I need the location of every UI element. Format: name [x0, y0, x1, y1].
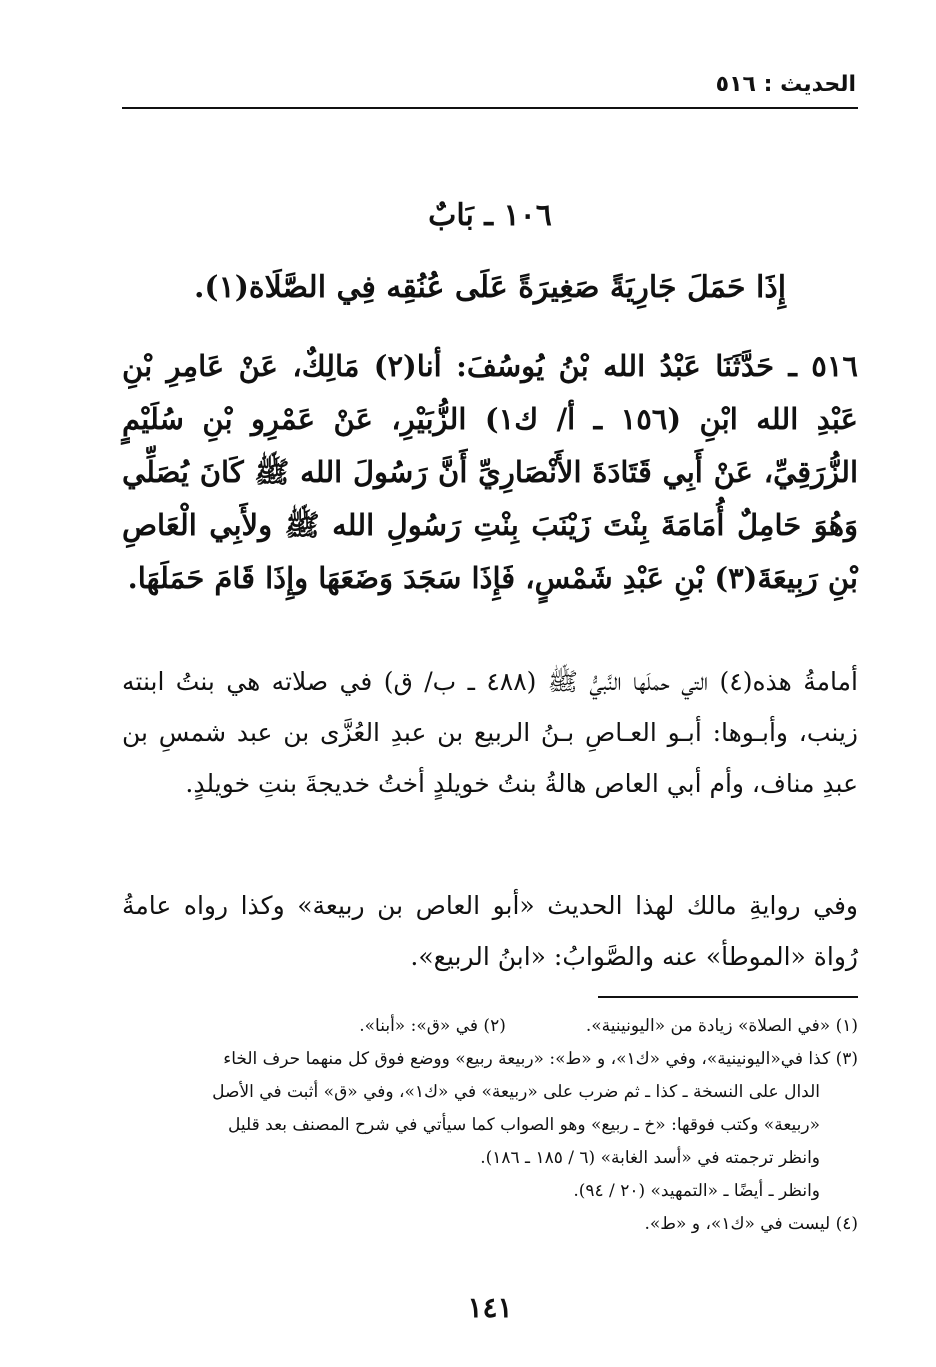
- running-head: الحديث : ٥١٦: [715, 72, 856, 97]
- footnote-3-line-2: الدال على النسخة ـ كذا ـ ثم ضرب على «ربيعة» في «ك١»، وفي «ق» أثبت في الأصل: [212, 1082, 820, 1102]
- footnote-row-1-2: [122, 1010, 858, 1043]
- footnote-rule: [598, 996, 858, 998]
- chapter-title: إِذَا حَمَلَ جَارِيَةً صَغِيرَةً عَلَى عُنُقِه فِي الصَّلَاة(١).: [193, 270, 787, 305]
- page-number: ١٤١: [467, 1291, 513, 1324]
- footnote-3-line-3: «ربيعة» وكتب فوقها: «خ ـ ربيع» وهو الصواب كما سيأتي في شرح المصنف بعد قليل: [228, 1115, 820, 1135]
- footnote-1: (١) «في الصلاة» زيادة من «اليونينية».: [585, 1016, 858, 1036]
- footnote-3-line-1: (٣) كذا في«اليونينية»، وفي «ك١»، و «ط»: «ربيعة ربيع» ووضع فوق كل منهما حرف الخاء: [223, 1049, 858, 1069]
- footnote-3-line-5: وانظر ـ أيضًا ـ «التمهيد» (٢٠ / ٩٤).: [573, 1181, 820, 1201]
- footnote-2: (٢) في «ق»: «أبنا».: [359, 1016, 506, 1036]
- hadith-text: ٥١٦ ـ حَدَّثَنَا عَبْدُ الله بْنُ يُوسُفَ: أنا(٢) مَالِكٌ، عَنْ عَامِرِ بْنِ عَبْدِ الله ابْنِ (١٥٦ ـ أ/ ك١) الزُّبَيْرِ، عَنْ عَمْرِو بْنِ سُلَيْمٍ الزُّرَقِيِّ، عَنْ أَبِي قَتَادَةَ الأَنْصَارِيِّ أَنَّ رَسُولَ الله ﷺ كَانَ يُصَلِّي وَهُوَ حَامِلٌ أُمَامَةَ بِنْتَ زَيْنَبَ بِنْتِ رَسُولِ الله ﷺ ولأَبِي الْعَاصِ بْنِ رَبِيعَةَ(٣) بْنِ عَبْدِ شَمْسٍ، فَإِذَا سَجَدَ وَضَعَهَا وإِذَا قَامَ حَمَلَهَا.: [122, 349, 858, 595]
- footnotes: [122, 1010, 858, 1241]
- header-rule: [122, 107, 858, 109]
- chapter-number-heading: ١٠٦ ـ بَابٌ: [428, 198, 552, 233]
- footnote-3-line-4: وانظر ترجمته في «أسد الغابة» (٦ / ١٨٥ ـ ١٨٦).: [480, 1148, 820, 1168]
- footnote-4: (٤) ليست في «ك١»، و «ط».: [644, 1214, 858, 1234]
- commentary-paragraph-1: أمامةُ هذه(٤) التي حملَها النَّبيُّ ﷺ (٤٨٨ ـ ب/ ق) في صلاته هي بنتُ ابنته زينب، وأبـوها: أبـو العـاصِ بـنُ الربيع بن عبدِ العُزَّى بن عبد شمسِ بن عبدِ مناف، وأم أبي العاص هالةُ بنتُ خويلدٍ أختُ خديجةَ بنتِ خويلدٍ.: [122, 667, 858, 798]
- commentary-paragraph-2: وفي روايةِ مالك لهذا الحديث «أبو العاص بن ربيعة» وكذا رواه عامةُ رُواة «الموطأ» عنه والصَّوابُ: «ابنُ الربيع».: [122, 891, 858, 971]
